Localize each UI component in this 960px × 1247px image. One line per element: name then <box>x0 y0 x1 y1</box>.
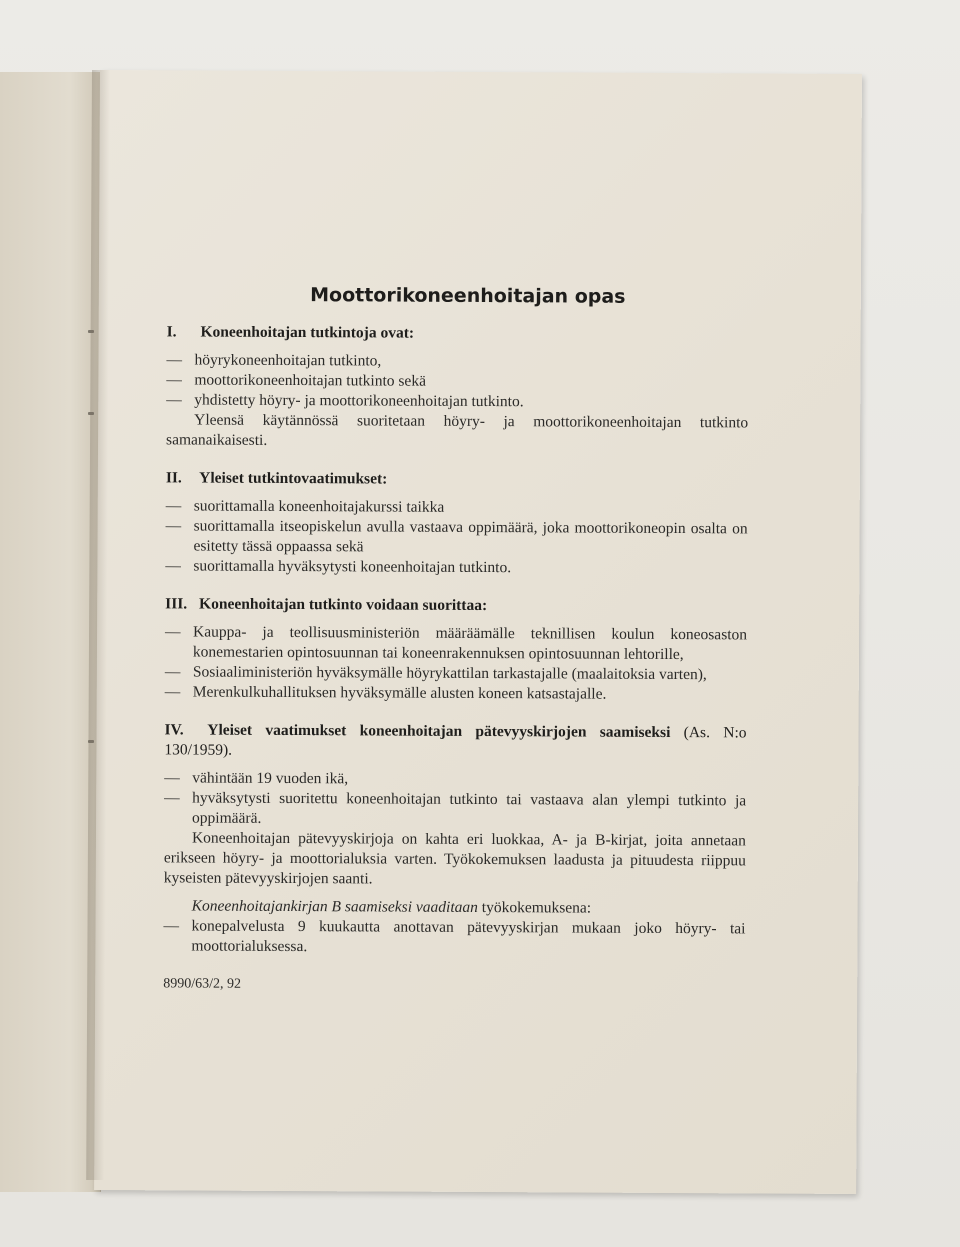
page-title: Moottorikoneenhoitajan opas <box>310 284 626 308</box>
section-heading <box>167 322 749 345</box>
italic-tail: työkokemuksena: <box>477 898 592 917</box>
paragraph: Koneenhoitajan pätevyyskirjoja on kahta eri luokkaa, A- ja B-kirjat, joita annetaan erikseen höyry- ja moottorialuksia varten. Työkokemuksen laadusta ja pituudesta riippuu kyseisten pätevyyskirjojen saanti. <box>163 829 747 888</box>
list-item: — suorittamalla hyväksytysti koneenhoitajan tutkinto. <box>165 556 747 579</box>
section-heading-reference: (As. N:o 130/1959). <box>164 724 747 759</box>
list-item: — Sosiaaliministeriön hyväksymälle höyrykattilan tarkastajalle (maalaitoksia varten), <box>165 662 747 685</box>
dash-list <box>166 350 748 413</box>
section-heading <box>164 720 746 763</box>
section-number: I. <box>166 323 177 341</box>
section-1 <box>166 322 749 453</box>
list-item: — Kauppa- ja teollisuusministeriön määräämälle teknillisen koulun koneosaston konemestarien opintosuunnan tai koneenrakennuksen opintosuunnan lehtorille, <box>165 622 747 665</box>
section-heading-text: Koneenhoitajan tutkinto voidaan suorittaa: <box>199 595 488 615</box>
left-page-edge <box>0 72 101 1192</box>
dash-list <box>163 916 745 959</box>
list-item: — Merenkulkuhallituksen hyväksymälle alusten koneen katsastajalle. <box>165 682 747 705</box>
dash-list <box>165 622 747 705</box>
section-heading <box>165 594 747 617</box>
booklet-page <box>94 70 862 1194</box>
list-item: — moottorikoneenhoitajan tutkinto sekä <box>166 370 748 393</box>
list-item: — höyrykoneenhoitajan tutkinto, <box>166 350 748 373</box>
section-2 <box>165 468 748 579</box>
dash-list <box>165 496 747 579</box>
section-number: II. <box>165 469 182 487</box>
section-number: III. <box>165 595 188 613</box>
section-heading-text: Koneenhoitajan tutkintoja ovat: <box>200 323 415 342</box>
section-heading-text: Yleiset vaatimukset koneenhoitajan pätevyyskirjojen saamiseksi <box>207 721 671 741</box>
section-heading <box>166 468 748 491</box>
print-code: 8990/63/2, 92 <box>163 976 242 992</box>
paragraph: Yleensä käytännössä suoritetaan höyry- ja moottorikoneenhoitajan tutkinto samanaikaisesti. <box>166 411 749 449</box>
list-item: — suorittamalla koneenhoitajakurssi taikka <box>166 496 748 519</box>
page-content <box>163 284 749 997</box>
section-heading-text: Yleiset tutkintovaatimukset: <box>199 469 388 488</box>
list-item: — suorittamalla itseopiskelun avulla vastaava oppimäärä, joka moottorikoneopin osalta on esitetty tässä oppaassa sekä <box>165 516 747 559</box>
list-item: — konepalvelusta 9 kuukautta anottavan pätevyyskirjan mukaan joko höyry- tai moottorialuksessa. <box>163 916 745 959</box>
section-4 <box>163 720 746 959</box>
section-number: IV. <box>164 721 184 739</box>
dash-list <box>164 768 746 831</box>
list-item: — hyväksytysti suoritettu koneenhoitajan tutkinto tai vastaava alan ylempi tutkinto ja oppimäärä. <box>164 788 746 831</box>
list-item: — vähintään 19 vuoden ikä, <box>164 768 746 791</box>
list-item: — yhdistetty höyry- ja moottorikoneenhoitajan tutkinto. <box>166 390 748 413</box>
section-3 <box>165 594 748 705</box>
italic-lead: Koneenhoitajankirjan B saamiseksi vaaditaan <box>191 897 478 916</box>
